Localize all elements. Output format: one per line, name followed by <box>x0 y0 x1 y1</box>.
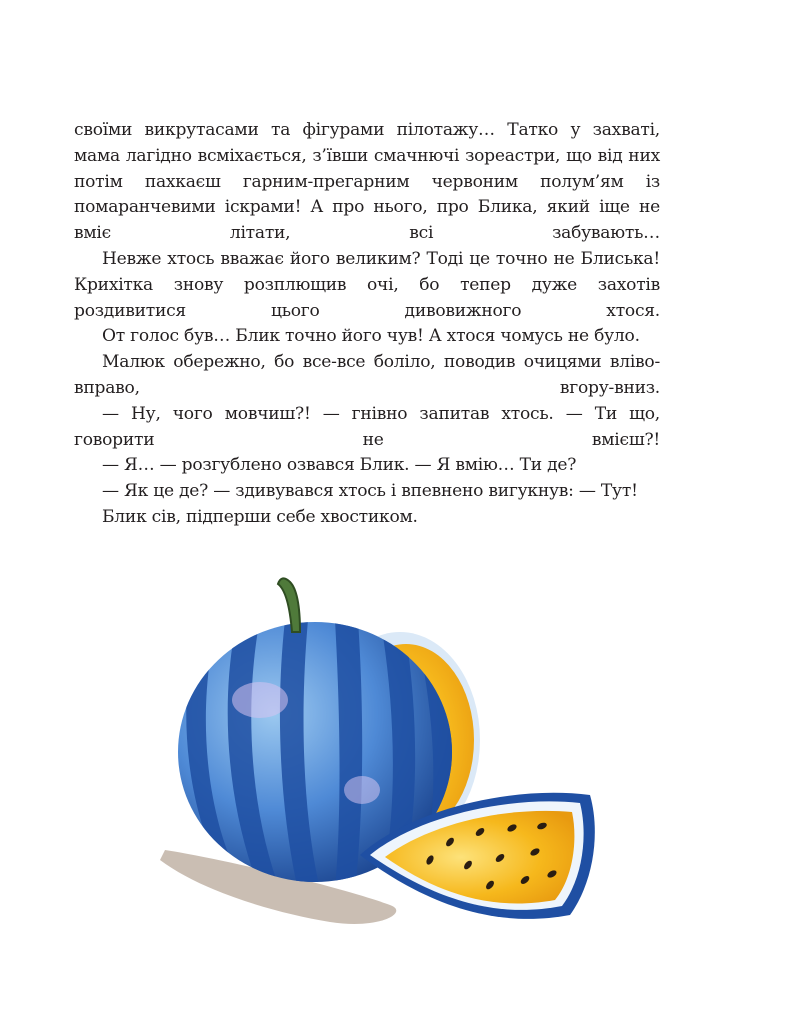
paragraph-5: — Ну, чого мовчиш?! — гнівно запитав хтось. — Ти що, говорити не вмієш?! <box>74 403 660 450</box>
paragraph-4: Малюк обережно, бо все-все боліло, поводив очицями вліво-вправо, вгору-вниз. <box>74 352 660 398</box>
story-text <box>74 118 660 531</box>
paragraph-3: От голос був… Блик точно його чув! А хтося чомусь не було. <box>102 326 640 347</box>
melon-highlight-2 <box>344 776 380 804</box>
paragraph-8: Блик сів, підперши себе хвостиком. <box>102 506 418 527</box>
paragraph-6: — Я… — розгублено озвався Блик. — Я вмію… Ти де? <box>102 455 577 476</box>
paragraph-1: своїми викрутасами та фігурами пілотажу… Татко у захваті, мама лагідно всміхається, з’ївши смачнючі зореастри, що від них потім пахкаєш гарним-прегарним червоним полум’ям із помаранчевими іскрами! А про нього, про Блика, який іще не вміє літати, всі забувають… <box>74 120 660 244</box>
paragraph-7: — Як це де? — здивувався хтось і впевнено вигукнув: — Тут! <box>102 481 638 502</box>
watermelon-illustration <box>150 560 650 960</box>
melon-stem <box>278 578 300 632</box>
paragraph-2: Невже хтось вважає його великим? Тоді це точно не Блиська! Крихітка знову розплющив очі, бо тепер дуже захотів роздивитися цього дивовижного хтося. <box>74 248 660 321</box>
melon-highlight <box>232 682 288 718</box>
